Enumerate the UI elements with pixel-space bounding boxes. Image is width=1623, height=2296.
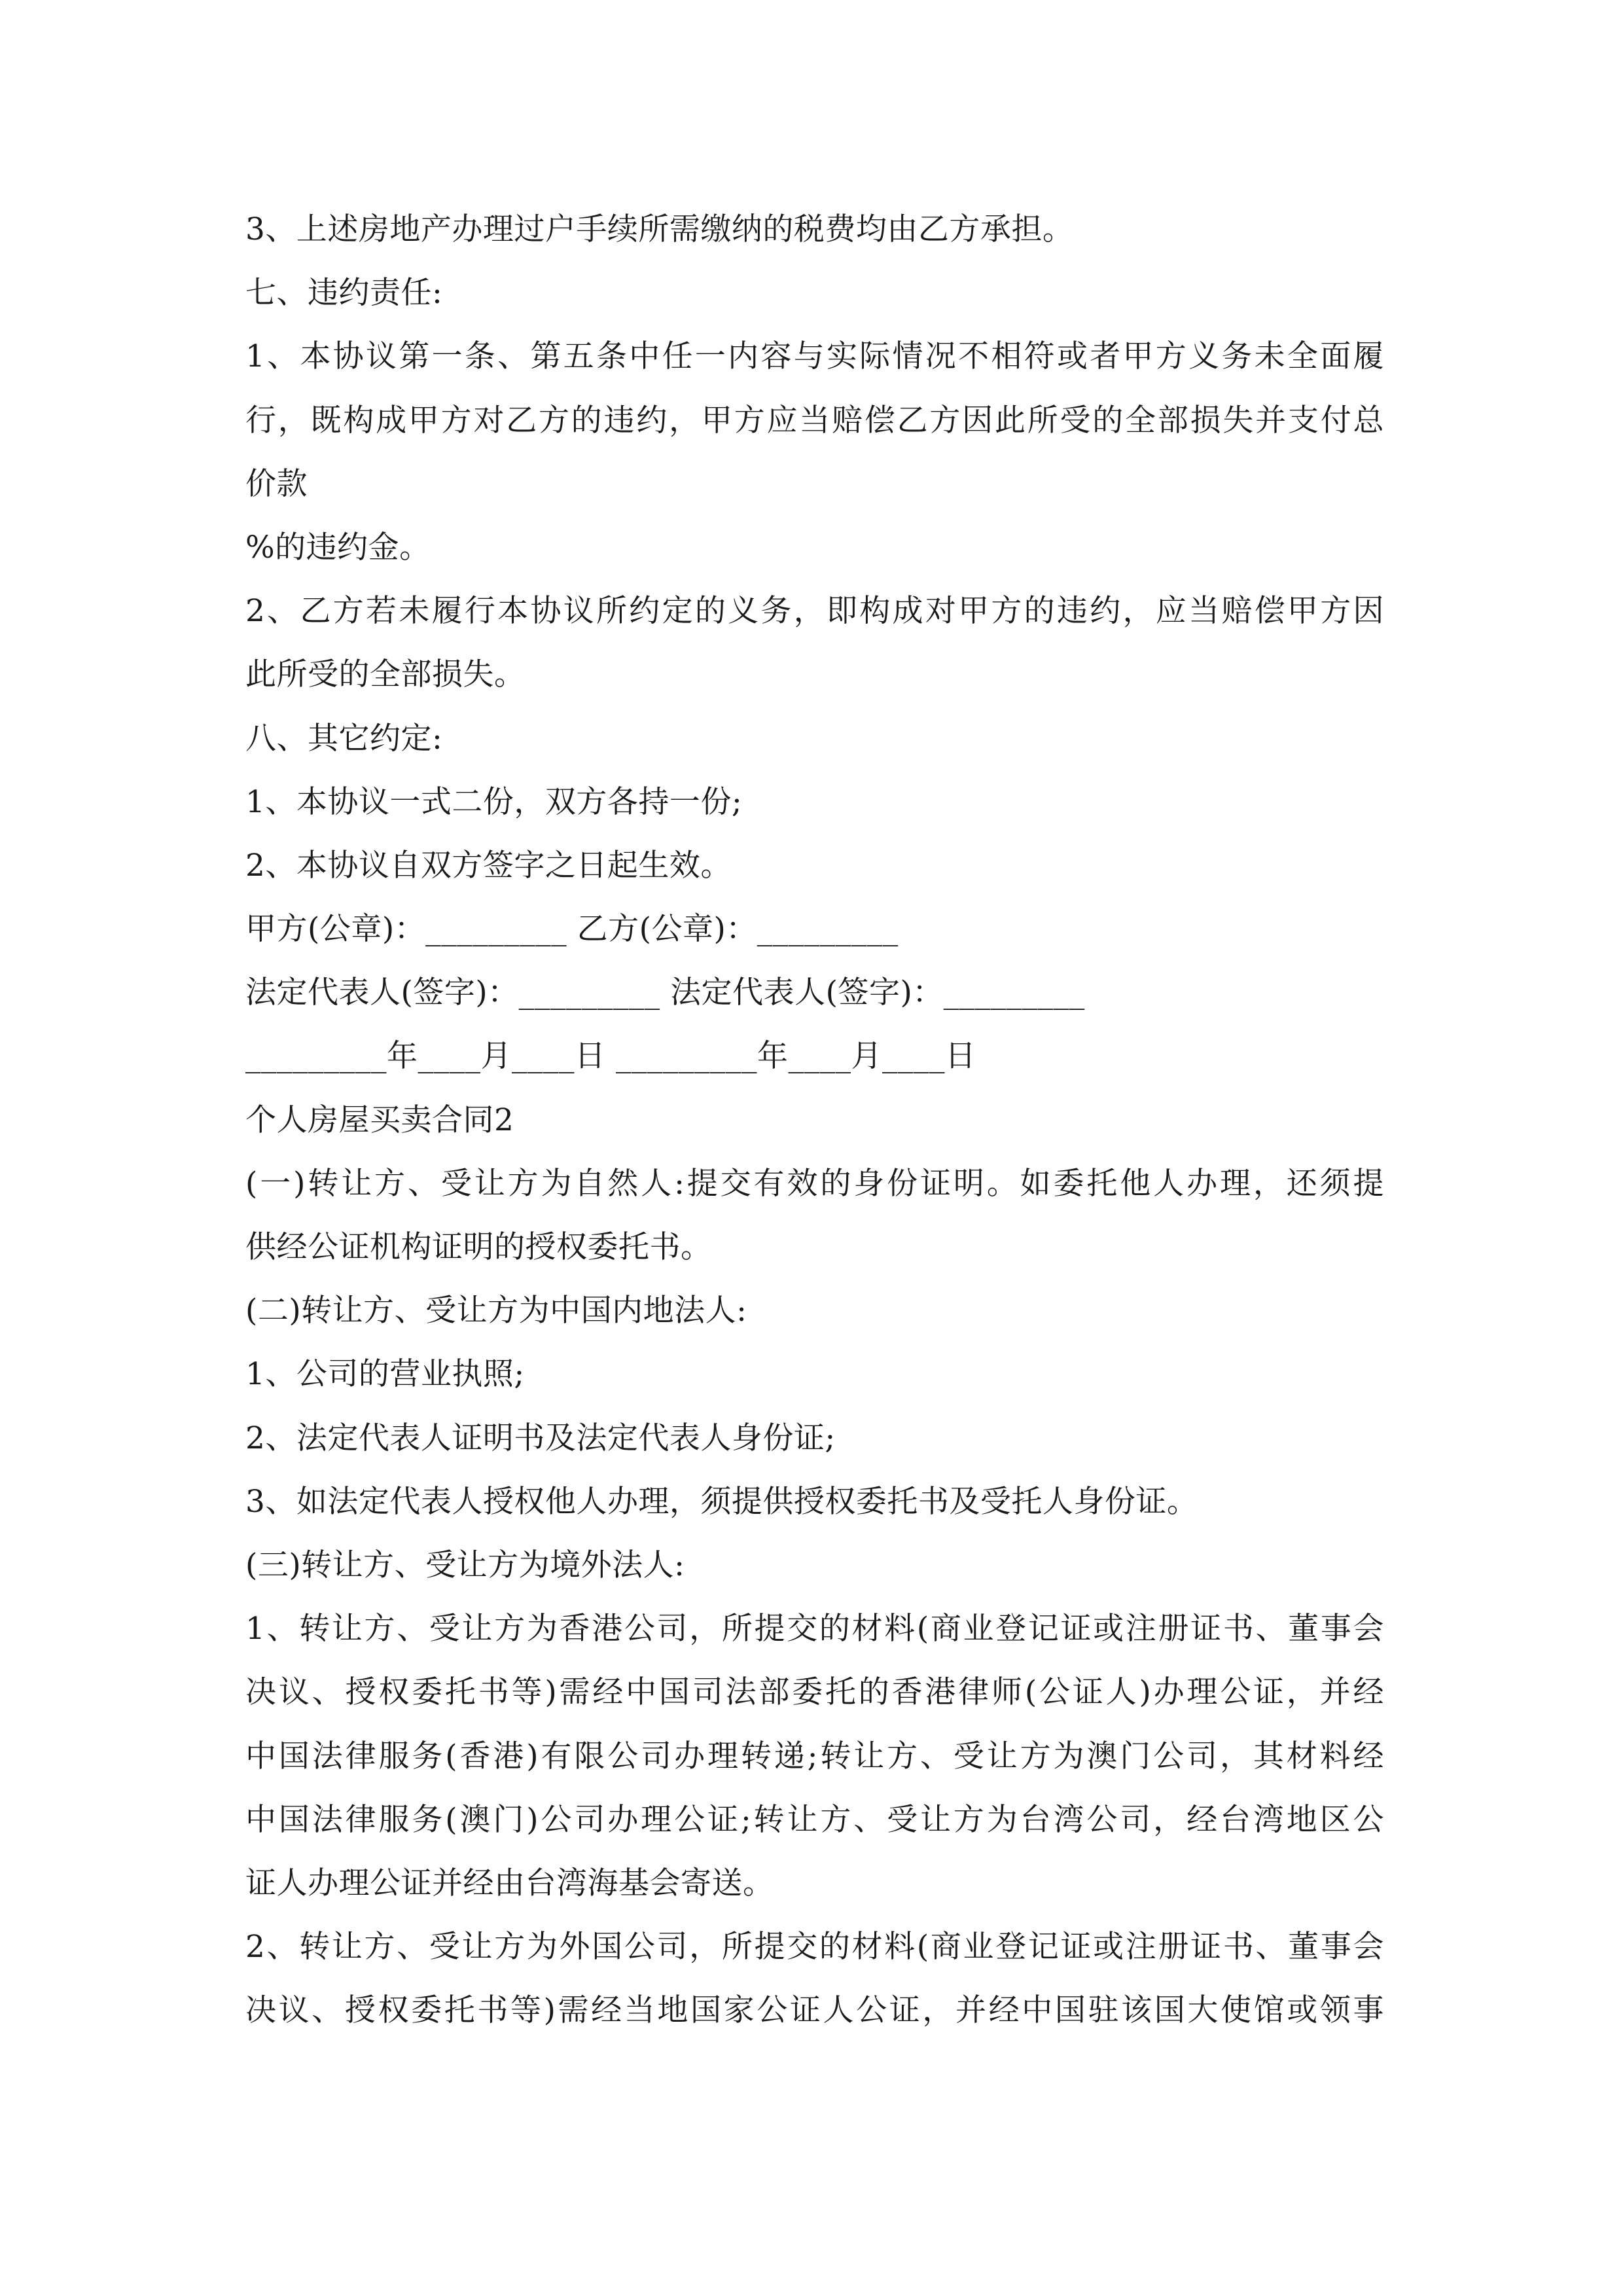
- text-line: 2、乙方若未履行本协议所约定的义务，即构成对甲方的违约，应当赔偿甲方因: [245, 593, 1384, 630]
- text-line: (三)转让方、受让方为境外法人:: [245, 1547, 685, 1583]
- text-line: 1、转让方、受让方为香港公司，所提交的材料(商业登记证或注册证书、董事会: [245, 1611, 1384, 1647]
- text-line: 2、法定代表人证明书及法定代表人身份证;: [245, 1420, 836, 1456]
- text-line: 3、如法定代表人授权他人办理，须提供授权委托书及受托人身份证。: [245, 1483, 1198, 1520]
- text-line: (二)转让方、受让方为中国内地法人:: [245, 1293, 747, 1329]
- text-line: 甲方(公章)：_________ 乙方(公章)：_________: [245, 911, 899, 948]
- text-line: 决议、授权委托书等)需经中国司法部委托的香港律师(公证人)办理公证，并经: [245, 1674, 1384, 1711]
- text-line: 证人办理公证并经由台湾海基会寄送。: [245, 1865, 774, 1901]
- text-line: 个人房屋买卖合同2: [245, 1102, 514, 1138]
- text-line: 供经公证机构证明的授权委托书。: [245, 1229, 712, 1265]
- text-line: 八、其它约定:: [245, 720, 443, 757]
- text-line: 七、违约责任:: [245, 275, 443, 312]
- text-line: 决议、授权委托书等)需经当地国家公证人公证，并经中国驻该国大使馆或领事: [245, 1992, 1384, 2029]
- text-line: 1、公司的营业执照;: [245, 1356, 525, 1393]
- text-line: _________年____月____日 _________年____月____日: [245, 1038, 976, 1075]
- text-line: 2、转让方、受让方为外国公司，所提交的材料(商业登记证或注册证书、董事会: [245, 1929, 1384, 1965]
- text-line: (一)转让方、受让方为自然人:提交有效的身份证明。如委托他人办理，还须提: [245, 1165, 1384, 1202]
- text-line: 2、本协议自双方签字之日起生效。: [245, 847, 732, 884]
- text-line: 3、上述房地产办理过户手续所需缴纳的税费均由乙方承担。: [245, 211, 1074, 247]
- text-line: 1、本协议第一条、第五条中任一内容与实际情况不相符或者甲方义务未全面履: [245, 338, 1384, 375]
- text-line: 行，既构成甲方对乙方的违约，甲方应当赔偿乙方因此所受的全部损失并支付总: [245, 402, 1384, 439]
- text-line: %的违约金。: [245, 529, 431, 565]
- text-line: 中国法律服务(香港)有限公司办理转递;转让方、受让方为澳门公司，其材料经: [245, 1738, 1384, 1774]
- document-body: [245, 198, 1384, 2042]
- text-line: 价款: [245, 465, 308, 502]
- text-line: 1、本协议一式二份，双方各持一份;: [245, 783, 743, 820]
- text-line: 此所受的全部损失。: [245, 656, 526, 693]
- text-line: 中国法律服务(澳门)公司办理公证;转让方、受让方为台湾公司，经台湾地区公: [245, 1801, 1384, 1838]
- text-line: 法定代表人(签字)：_________ 法定代表人(签字)：_________: [245, 975, 1085, 1011]
